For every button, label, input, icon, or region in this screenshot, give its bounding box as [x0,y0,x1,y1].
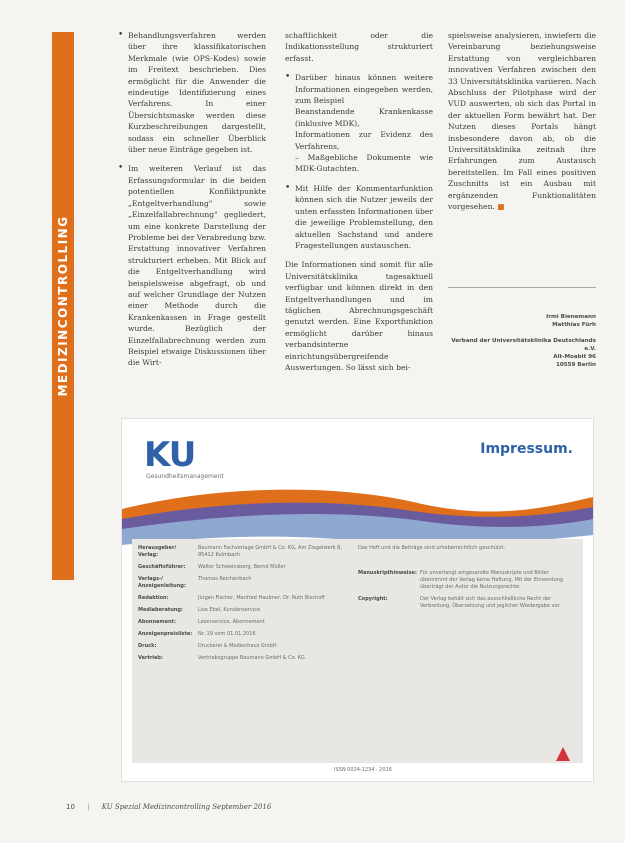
impressum-row [138,564,348,571]
impressum-key: Redaktion: [138,595,169,601]
impressum-value: Baumann Fachverlage GmbH & Co. KG, Am Ziegelwerk 8, 95412 Kulmbach [198,545,342,558]
paragraph: • Behandlungsverfahren werden über ihre klassifikatorischen Merkmale (wie OPS-Kodes) sowie im Freitext beschrieben. Dies ermöglicht für die Anwender die eindeutige Identifizierung eines Verfahrens. In einer Übersichtsmaske werden diese Kurzbeschreibungen dargestellt, sodass ein schneller Überblick über neue Einträge gegeben ist. [118,30,266,155]
impressum-value: Druckerei & Medienhaus GmbH [198,643,277,649]
bullet-intro: Darüber hinaus können weitere Informationen eingegeben werden, zum Beispiel [295,73,433,106]
author-block [448,313,596,369]
article-column-3 [448,30,596,221]
impressum-row [138,631,348,638]
impressum-row [138,576,348,590]
impressum-right [358,545,578,615]
impressum-value: Für unverlangt eingesandte Manuskripte und Bilder übernimmt der Verlag keine Haftung. Mit der Einsendung überträgt der Autor die Nutzungsrechte. [420,570,564,590]
page-number: 10 [66,803,75,811]
impressum-key: Verlags-/ Anzeigenleitung: [138,576,186,589]
article-column-2 [285,30,433,381]
impressum-left [138,545,348,667]
magazine-issue: KU Spezial Medizincontrolling September 2016 [101,803,272,811]
publisher-badge-icon [556,747,570,761]
impressum-row [138,655,348,662]
section-label [52,32,74,580]
impressum-box [121,418,594,782]
section-label-text: MEDIZINCONTROLLING [56,215,70,397]
article-column-1 [118,30,266,377]
paragraph: • Im weiteren Verlauf ist das Erfassungsformular in die beiden potentiellen Konfliktpunkte „Entgeltverhandlung" sowie „Einzelfallabrechnung" gegliedert, um eine konkrete Darstellung der Probleme bei der Verabredung bzw. Erstattung innovativer Verfahren strukturiert erheben. Mit Blick auf die Entgeltverhandlung wird beispielsweise abgefragt, ob und auf welcher Grundlage der Nutzen einer Methode durch die Krankenkassen in Frage gestellt wurde. Bezüglich der Einzelfallabrechnung werden zum Beispiel etwaige Diskussionen über die Wirt- [118,163,266,368]
impressum-row [138,545,348,559]
bullet-subitem: Beanstandende Krankenkasse (inklusive MDK), [295,107,433,128]
impressum-key: Mediaberatung: [138,607,183,613]
impressum-key: Abonnement: [138,619,176,625]
end-mark: ■ [497,202,505,212]
impressum-key: Geschäftsführer: [138,564,186,570]
impressum-key: Herausgeber/ Verlag: [138,545,177,558]
impressum-row [358,570,578,591]
impressum-row [138,619,348,626]
bullet-subitem: Informationen zur Evidenz des Verfahrens, [295,130,433,151]
impressum-value: Walter Schweinsberg, Bernd Müller [198,564,286,570]
impressum-key: Anzeigenpreisliste: [138,631,193,637]
impressum-footnote: ISSN 0024-1234 · 2016 [334,767,392,773]
impressum-key: Copyright: [358,596,388,602]
ku-logo: KU [144,435,196,475]
author-name: Matthias Fürh [552,322,596,328]
page-footer [66,803,271,811]
impressum-value: Jürgen Fischer, Manfred Haubner, Dr. Ruth Bischoff [198,595,325,601]
impressum-key: Manuskripthinweise: [358,570,417,576]
paragraph: • Mit Hilfe der Kommentarfunktion können sich die Nutzer jeweils der unten erfassten Informationen über die jeweilige Problemstellung, den aktuellen Sachstand und andere Fragestellungen austauschen. [285,183,433,251]
impressum-row [138,595,348,602]
bullet-subitem: – Maßgebliche Dokumente wie MDK-Gutachten. [295,153,433,174]
impressum-value: Der Verlag behält sich das ausschließliche Recht der Verbreitung, Übersetzung und jeglicher Wiedergabe vor. [420,596,561,609]
author-organization: Verband der Universitätsklinika Deutschlands e.V. [451,338,596,352]
paragraph [285,72,433,106]
paragraph [448,30,596,213]
paragraph-text: spielsweise analysieren, inwiefern die Vereinbarung beziehungsweise Erstattung von vergleichbaren innovativen Verfahren zwischen den 33 Universitätsklinika variieren. Nach Abschluss der Pilotphase wird der VUD auswerten, ob sich das Portal in der aktuellen Form bewährt hat. Der Nutzen dieses Portals hängt insbesondere davon ab, ob die Universitätsklinika zeitnah ihre Erfahrungen zum Austausch bereitstellen. Im Fall eines positiven Zuschnitts ist ein Ausbau mit ergänzenden Funktionalitäten vorgesehen. [448,31,596,212]
impressum-value: Lisa Ebel, Kundenservice [198,607,261,613]
author-street: Alt-Moabit 96 [553,354,596,360]
ku-logo-subtitle: Gesundheitsmanagement [146,473,224,480]
divider [448,287,596,288]
paragraph: schaftlichkeit oder die Indikationsstellung strukturiert erfasst. [285,31,433,63]
impressum-value: Thomas Reichenbach [198,576,252,582]
footer-separator: | [87,803,90,811]
impressum-title: Impressum. [480,441,573,457]
impressum-key: Druck: [138,643,157,649]
impressum-row [138,643,348,650]
copyright-notice: Das Heft und die Beiträge sind urheberrechtlich geschützt. [358,545,506,551]
impressum-row [358,596,578,610]
impressum-body [132,539,583,763]
impressum-row [138,607,348,614]
author-name: Irmi Bienemann [546,314,596,320]
impressum-value: Nr. 19 vom 01.01.2016 [198,631,256,637]
impressum-key: Vertrieb: [138,655,163,661]
impressum-value: Vertriebsgruppe Baumann GmbH & Co. KG [198,655,305,661]
author-city: 10559 Berlin [555,362,596,368]
impressum-value: Leserservice, Abonnement [198,619,265,625]
paragraph: Die Informationen sind somit für alle Universitätsklinika tagesaktuell verfügbar und können direkt in den Entgeltverhandlungen und im täglichen Abrechnungsgeschäft genutzt werden. Eine Exportfunktion ermöglicht darüber hinaus verbandsinterne einrichtungsübergreifende Auswertungen. So lässt sich bei- [285,260,433,372]
